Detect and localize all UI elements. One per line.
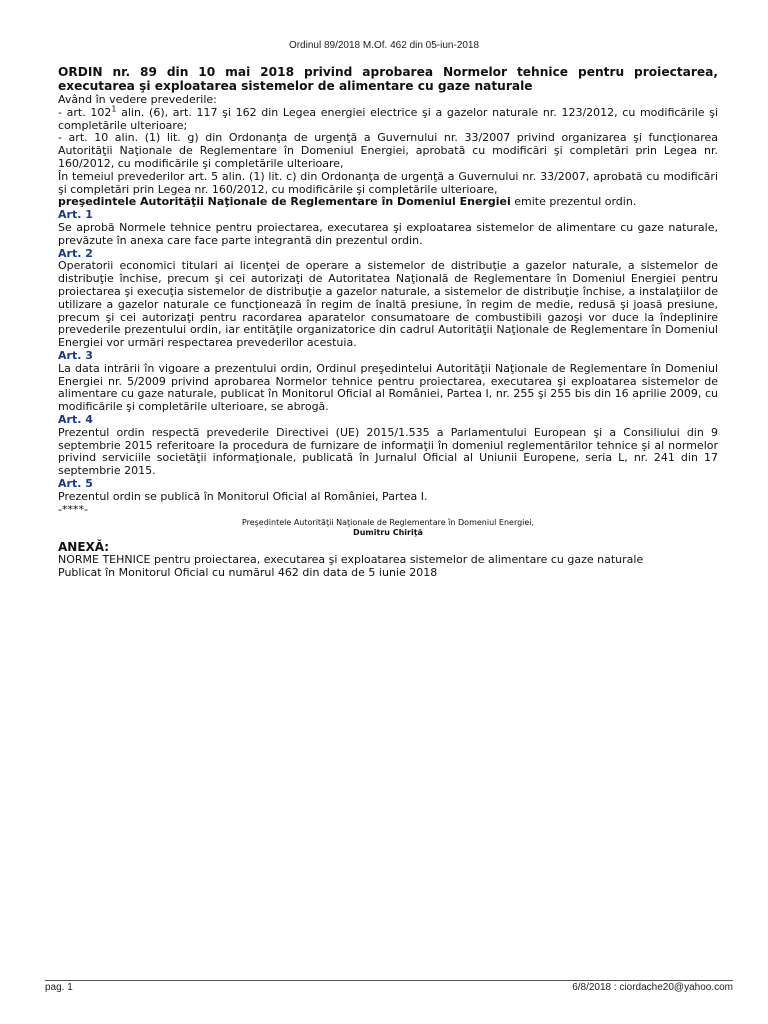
page-header: Ordinul 89/2018 M.Of. 462 din 05-iun-2018: [288, 40, 480, 51]
preamble-issuer: [58, 196, 718, 209]
issuer-name: preşedintele Autorităţii Naţionale de Reglementare în Domeniul Energiei: [58, 195, 511, 209]
preamble-item-1-sup: 1: [111, 104, 117, 114]
article-4-text: Prezentul ordin respectă prevederile Directivei (UE) 2015/1.535 a Parlamentului European şi a Consiliului din 9 septembrie 2015 referitoare la procedura de furnizare de informaţii în domeniul reglementărilor tehnice şi al normelor privind serviciile societăţii informaţionale, publicată în Jurnalul Oficial al Uniunii Europene, seria L, nr. 241 din 17 septembrie 2015.: [58, 425, 718, 478]
article-4-label: Art. 4: [58, 412, 93, 426]
article-3-label: Art. 3: [58, 348, 93, 362]
preamble-item-1-pre: - art. 102: [58, 105, 112, 119]
separator: -****-: [58, 502, 88, 516]
preamble-intro: Având în vedere prevederile:: [58, 93, 217, 106]
article-1-text: Se aprobă Normele tehnice pentru proiectarea, executarea şi exploatarea sistemelor de alimentare cu gaze naturale, prevăzute în anexa care face parte integrantă din prezentul ordin.: [58, 220, 718, 247]
preamble-basis: În temeiul prevederilor art. 5 alin. (1) lit. c) din Ordonanţa de urgenţă a Guvernului nr. 33/2007, aprobată cu modificări şi completări prin Legea nr. 160/2012, cu modificările şi completările ulterioare,: [58, 169, 718, 196]
article-5-text: Prezentul ordin se publică în Monitorul Oficial al României, Partea I.: [58, 489, 428, 503]
annex-title: ANEXĂ:: [58, 540, 110, 555]
page-number: pag. 1: [45, 982, 73, 993]
article-5-label: Art. 5: [58, 476, 93, 490]
signer-role: Preşedintele Autorităţii Naţionale de Reglementare în Domeniul Energiei,: [241, 518, 535, 528]
document-title: ORDIN nr. 89 din 10 mai 2018 privind aprobarea Normelor tehnice pentru proiectarea, executarea şi exploatarea sistemelor de alimentare cu gaze naturale: [58, 65, 718, 93]
document-body: [58, 66, 718, 580]
signer-name: Dumitru Chiriţă: [353, 528, 423, 538]
article-3-text: La data intrării în vigoare a prezentului ordin, Ordinul preşedintelui Autorităţii Naţionale de Reglementare în Domeniul Energiei nr. 5/2009 privind aprobarea Normelor tehnice pentru proiectarea, executarea şi exploatarea sistemelor de alimentare cu gaze naturale, publicat în Monitorul Oficial al României, Partea I, nr. 255 şi 255 bis din 16 aprilie 2009, cu modificările şi completările ulterioare, se abrogă.: [58, 361, 718, 414]
footer-divider: [45, 980, 733, 981]
footer-info: 6/8/2018 : ciordache20@yahoo.com: [572, 982, 733, 993]
annex-line-1: NORME TEHNICE pentru proiectarea, executarea şi exploatarea sistemelor de alimentare cu gaze naturale: [58, 553, 644, 567]
article-2-text: Operatorii economici titulari ai licenţei de operare a sistemelor de distribuţie a gazelor naturale, a sistemelor de distribuţie închise, precum şi cei autorizaţi de Autoritatea Naţională de Reglementare în Domeniul Energiei pentru proiectarea şi execuţia sistemelor de distribuţie a gazelor naturale, a sistemelor de distribuţie închise, a instalaţiilor de utilizare a gazelor naturale ce funcţionează în regim de înaltă presiune, în regim de medie, redusă şi joasă presiune, precum şi cei autorizaţi pentru racordarea aparatelor consumatoare de combustibili gazoşi vor duce la îndeplinire prevederile prezentului ordin, iar entităţile organizatorice din cadrul Autorităţii Naţionale de Reglementare în Domeniul Energiei vor urmări respectarea prevederilor acestuia.: [58, 259, 718, 350]
article-1-label: Art. 1: [58, 208, 93, 222]
preamble-item-2: - art. 10 alin. (1) lit. g) din Ordonanţa de urgenţă a Guvernului nr. 33/2007 privind organizarea şi funcţionarea Autorităţii Naţionale de Reglementare în Domeniul Energiei, aprobată cu modificări şi completări prin Legea nr. 160/2012, cu modificările şi completările ulterioare,: [58, 131, 718, 170]
preamble-item-1-post: alin. (6), art. 117 şi 162 din Legea energiei electrice şi a gazelor naturale nr. 123/2012, cu modificările şi completările ulterioare;: [58, 105, 719, 132]
annex-line-2: Publicat în Monitorul Oficial cu numărul 462 din data de 5 iunie 2018: [58, 566, 438, 580]
signature-block: [58, 518, 718, 538]
article-2-label: Art. 2: [58, 246, 93, 260]
issuer-rest: emite prezentul ordin.: [510, 195, 637, 209]
preamble-item-1: [58, 104, 719, 133]
